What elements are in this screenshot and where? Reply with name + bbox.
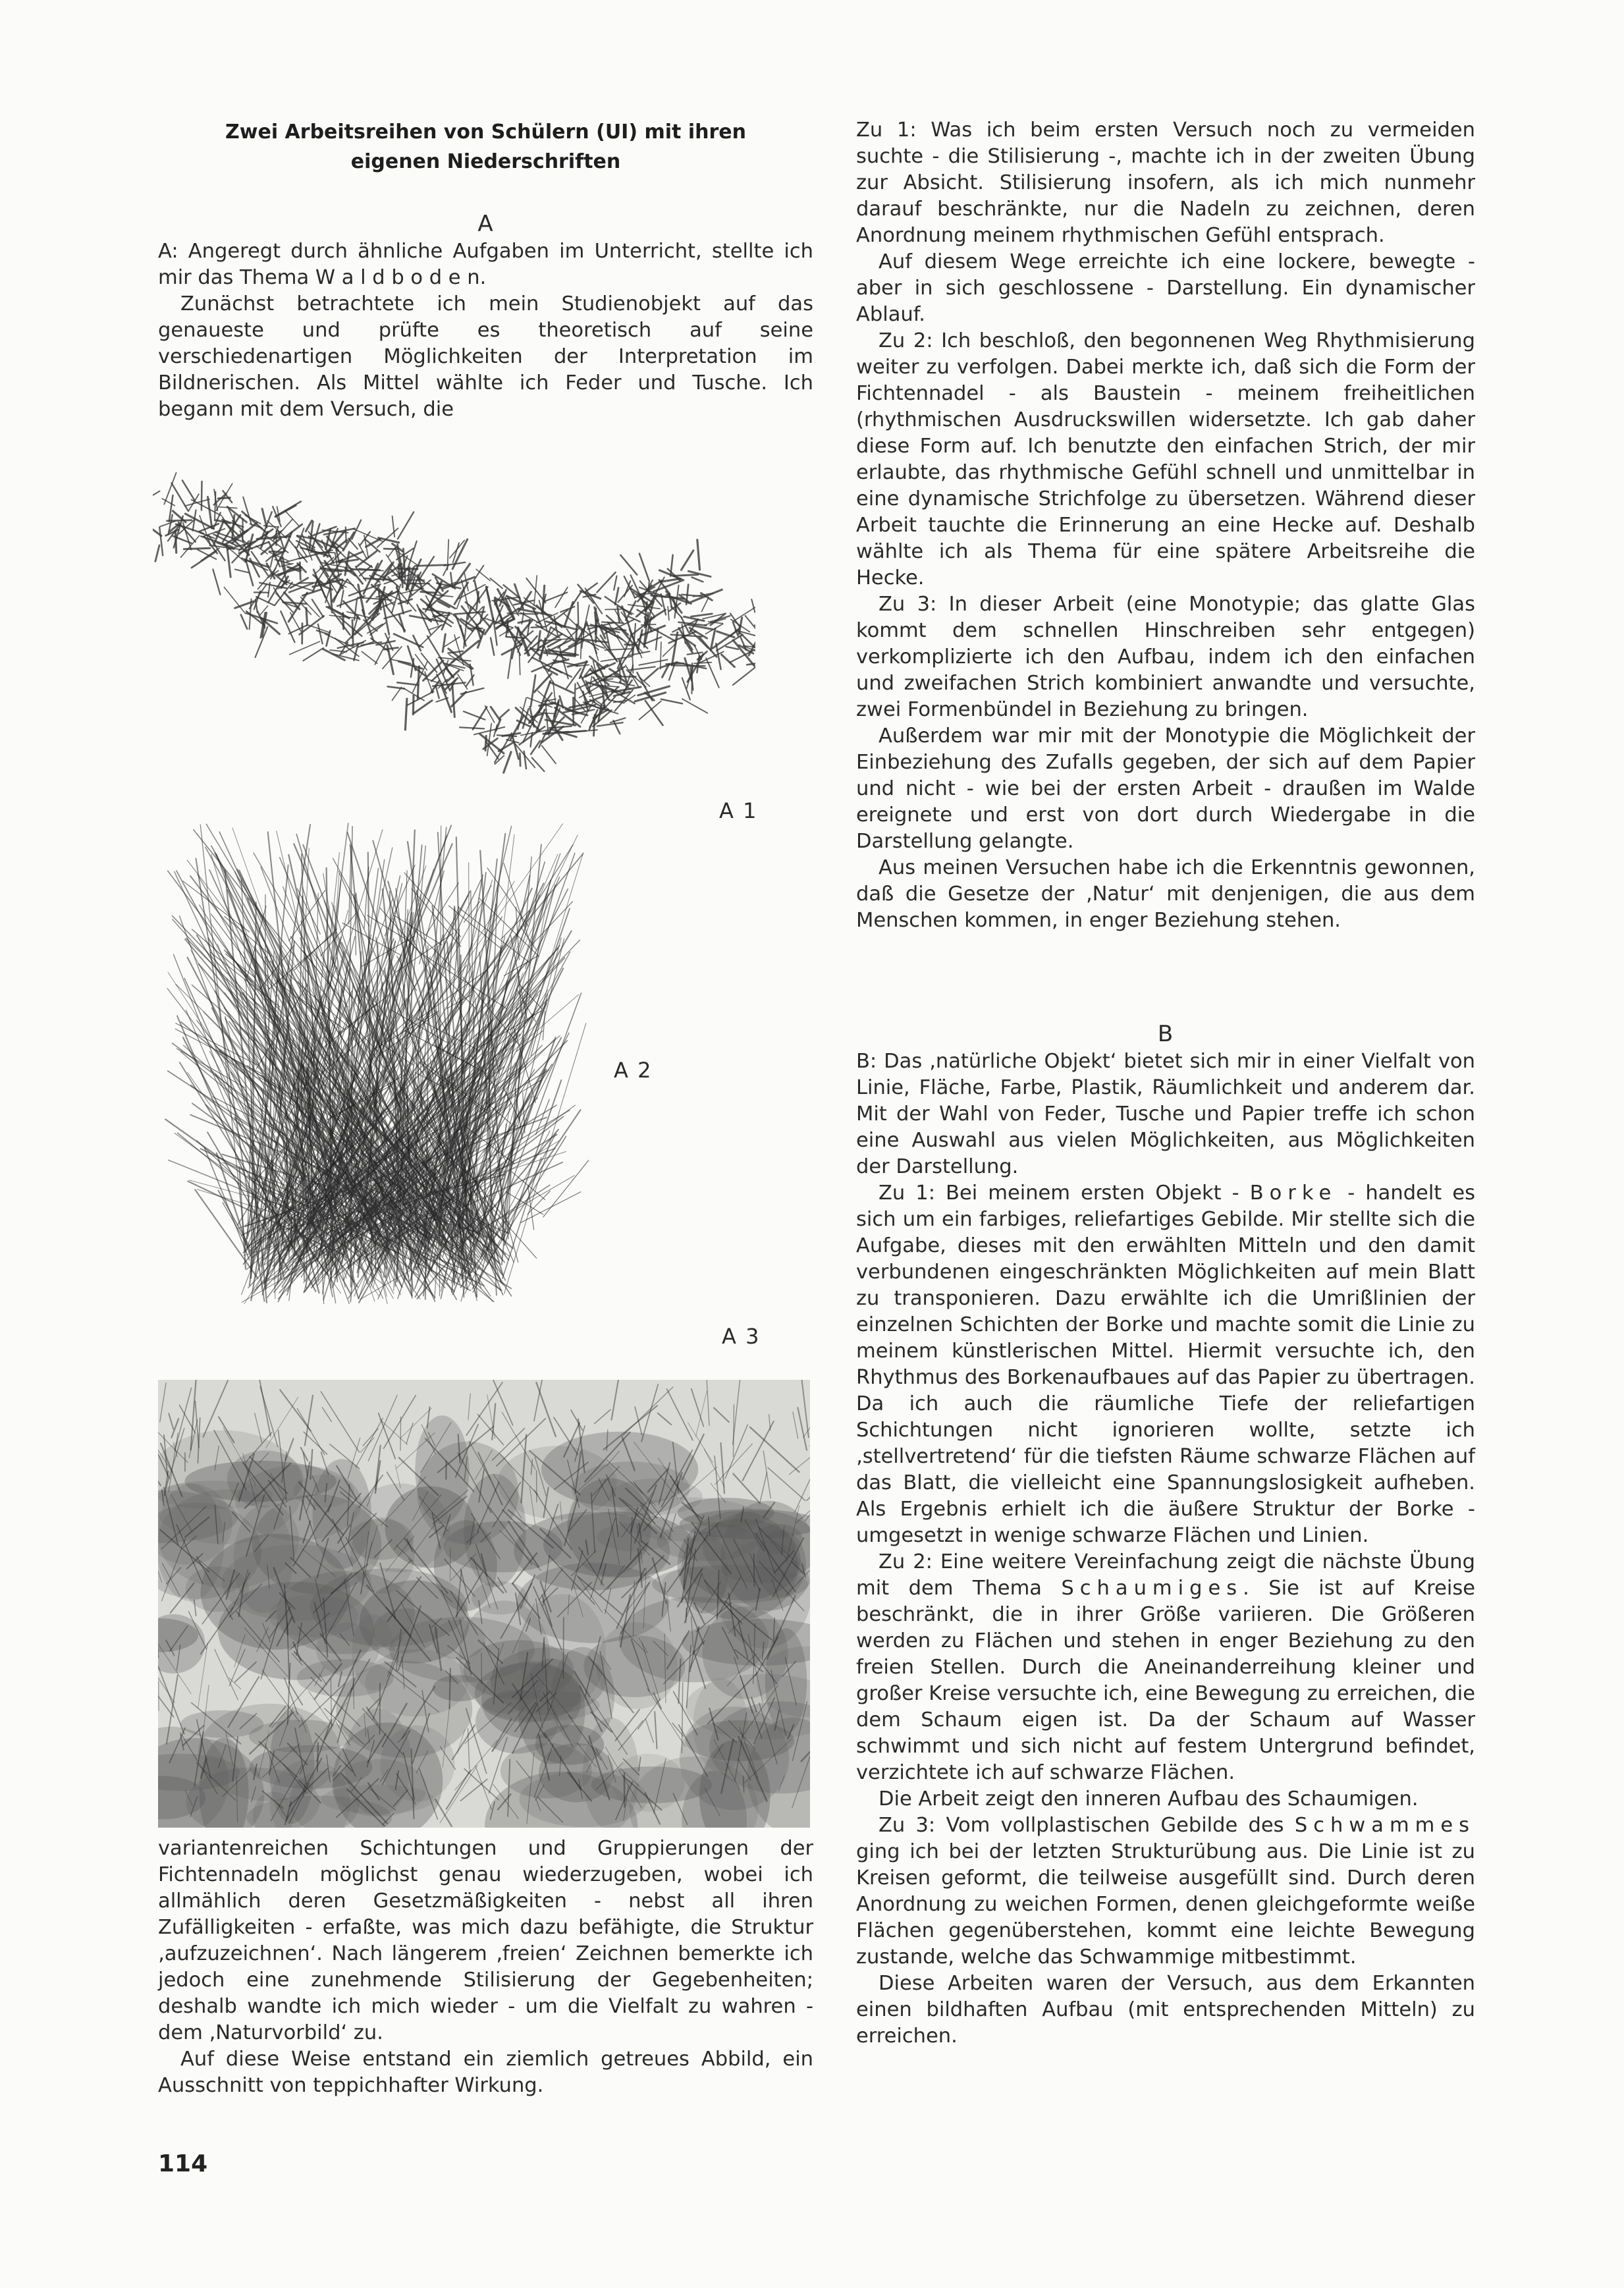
- section-b-conclusion: Diese Arbeiten waren der Versuch, aus dem Erkannten einen bildhaften Aufbau (mit entsprechenden Mitteln) zu erreichen.: [856, 1972, 1475, 2048]
- left-column-bottom: [158, 1836, 813, 2099]
- section-b-zu3-keyword: Schwammes: [1294, 1814, 1476, 1837]
- page-number: 114: [158, 2150, 208, 2177]
- figure-a1-drawing: [153, 454, 755, 797]
- section-a-paragraph-4: Auf diese Weise entstand ein ziemlich getreues Abbild, ein Ausschnitt von teppichhafter Wirkung.: [158, 2048, 813, 2097]
- section-b-zu1-keyword: Borke: [1249, 1182, 1338, 1205]
- figure-a2-strokes: [158, 804, 599, 1317]
- section-a-zu3: Zu 3: In dieser Arbeit (eine Monotypie; das glatte Glas kommt dem schnellen Hinschreiben sehr entgegen) verkomplizierte ich den Aufbau, indem ich den einfachen und zweifachen Strich kombiniert anwandte und versuchte, zwei Formenbündel in Beziehung zu bringen.: [856, 593, 1475, 721]
- figure-a1-strokes: [153, 454, 755, 797]
- section-b-zu1-intro: Zu 1: Bei meinem ersten Objekt -: [879, 1182, 1239, 1205]
- section-a-paragraph-3: variantenreichen Schichtungen und Gruppierungen der Fichtennadeln möglichst genau wiederzugeben, wobei ich allmählich deren Gesetzmäßigkeiten - nebst all ihren Zufälligkeiten - erfaßte, was mich dazu befähigte, die Struktur ‚aufzuzeichnen‘. Nach längerem ‚freien‘ Zeichnen bemerkte ich jedoch eine zunehmende Stilisierung der Gegebenheiten; deshalb wandte ich mich wieder - um die Vielfalt zu wahren - dem ‚Naturvorbild‘ zu.: [158, 1837, 813, 2044]
- section-a-conclusion: Aus meinen Versuchen habe ich die Erkenntnis gewonnen, daß die Gesetze der ‚Natur‘ mit denjenigen, die aus dem Menschen kommen, in enger Beziehung stehen.: [856, 856, 1475, 932]
- section-a-zu1: Zu 1: Was ich beim ersten Versuch noch zu vermeiden suchte - die Stilisierung -, machte ich in der zweiten Übung zur Absicht. Stilisierung insofern, als ich mich nunmehr darauf beschränkte, nur die Nadeln zu zeichnen, deren Anordnung meinem rhythmischen Gefühl entsprach.: [856, 119, 1475, 247]
- figure-a1-label: A 1: [719, 798, 758, 823]
- section-b-zu2: [856, 1549, 1475, 1786]
- section-a-zu3-continued: Außerdem war mir mit der Monotypie die Möglichkeit der Einbeziehung des Zufalls gegeben, der sich auf dem Papier und nicht - wie bei der ersten Arbeit - draußen im Walde ereignete und erst von dort durch Wiedergabe in die Darstellung gelangte.: [856, 724, 1475, 853]
- section-b-heading: B: [1157, 1021, 1174, 1047]
- left-column-top: [158, 209, 813, 423]
- section-b-zu3: [856, 1812, 1475, 1971]
- section-a-heading: A: [477, 211, 494, 237]
- figure-a3-strokes: [158, 1380, 810, 1828]
- right-column-section-a: [856, 117, 1475, 934]
- right-column-section-b: [856, 1020, 1475, 2050]
- figure-a2-drawing: [158, 804, 599, 1317]
- figure-a3-monotype: [158, 1380, 810, 1828]
- section-a-zu1-continued: Auf diesem Wege erreichte ich eine lockere, bewegte - aber in sich geschlossene - Darstellung. Ein dynamischer Ablauf.: [856, 250, 1475, 326]
- title-line-2: eigenen Niederschriften: [350, 150, 621, 173]
- figure-a2-label: A 2: [614, 1058, 653, 1083]
- page-title: [158, 117, 813, 177]
- section-b-zu2-keyword: Schaumiges: [1061, 1577, 1243, 1600]
- section-b-zu2-continued: Die Arbeit zeigt den inneren Aufbau des Schaumigen.: [879, 1787, 1419, 1811]
- title-line-1: Zwei Arbeitsreihen von Schülern (UI) mit ihren: [225, 121, 746, 144]
- section-a-paragraph-2: Zunächst betrachtete ich mein Studienobjekt auf das genaueste und prüfte es theoretisch auf seine verschiedenartigen Möglichkeiten der Interpretation im Bildnerischen. Als Mittel wählte ich Feder und Tusche. Ich begann mit dem Versuch, die: [158, 292, 813, 421]
- section-b-zu1-text: - handelt es sich um ein farbiges, reliefartiges Gebilde. Mir stellte sich die Aufgabe, dieses mit den erwählten Mitteln und den damit verbundenen eingeschränkten Möglichkeiten auf mein Blatt zu transponieren. Dazu erwählte ich die Umrißlinien der einzelnen Schichten der Borke und machte somit die Linie zu meinem künstlerischen Mittel. Hiermit versuchte ich, den Rhythmus des Borkenaufbaues auf das Papier zu übertragen. Da ich auch die räumliche Tiefe der reliefartigen Schichtungen nicht ignorieren wollte, setzte ich ‚stellvertretend‘ für die tiefsten Räume schwarze Flächen auf das Blatt, die vielleicht eine Spannungslosigkeit aufheben. Als Ergebnis erhielt ich die äußere Struktur der Borke - umgesetzt in wenige schwarze Flächen und Linien.: [856, 1182, 1475, 1547]
- section-b-zu2-intro: Zu 2: Eine weitere Vereinfachung zeigt die nächste Übung mit dem Thema: [856, 1550, 1475, 1600]
- section-a-paragraph-1: A: Angeregt durch ähnliche Aufgaben im Unterricht, stellte ich mir das Thema W a l d b o d e n.: [158, 240, 813, 289]
- figure-a3-label: A 3: [722, 1324, 761, 1349]
- section-b-zu1: [856, 1180, 1475, 1549]
- section-b-paragraph-1: B: Das ‚natürliche Objekt‘ bietet sich mir in einer Vielfalt von Linie, Fläche, Farbe, Plastik, Räumlichkeit und anderem dar. Mit der Wahl von Feder, Tusche und Papier treffe ich schon eine Auswahl aus vielen Möglichkeiten, aus Möglichkeiten der Darstellung.: [856, 1050, 1475, 1178]
- section-a-zu2: Zu 2: Ich beschloß, den begonnenen Weg Rhythmisierung weiter zu verfolgen. Dabei merkte ich, daß sich die Form der Fichtennadel - als Baustein - meinem freiheitlichen (rhythmischen Ausdruckswillen widersetzte. Ich gab daher diese Form auf. Ich benutzte den einfachen Strich, der mir erlaubte, das rhythmische Gefühl schnell und unmittelbar in eine dynamische Strichfolge zu übersetzen. Während dieser Arbeit tauchte die Erinnerung an eine Hecke auf. Deshalb wählte ich als Thema für eine spätere Arbeitsreihe die Hecke.: [856, 329, 1475, 589]
- section-b-zu3-intro: Zu 3: Vom vollplastischen Gebilde des: [879, 1814, 1284, 1837]
- section-b-zu3-text: ging ich bei der letzten Strukturübung aus. Die Linie ist zu Kreisen geformt, die teilweise ausgefüllt sind. Durch deren Anordnung zu weichen Formen, denen gleichgeformte weiße Flächen gegenüberstehen, kommt eine leichte Bewegung zustande, welche das Schwammige mitbestimmt.: [856, 1840, 1475, 1969]
- section-b-zu2-text: . Sie ist auf Kreise beschränkt, die in ihrer Größe variieren. Die Größeren werden zu Flächen und stehen in enger Beziehung zu den freien Stellen. Durch die Aneinanderreihung kleiner und großer Kreise versuchte ich, eine Bewegung zu erreichen, die dem Schaum eigen ist. Da der Schaum auf Wasser schwimmt und sich nicht auf festem Untergrund befindet, verzichtete ich auf schwarze Flächen.: [856, 1577, 1475, 1784]
